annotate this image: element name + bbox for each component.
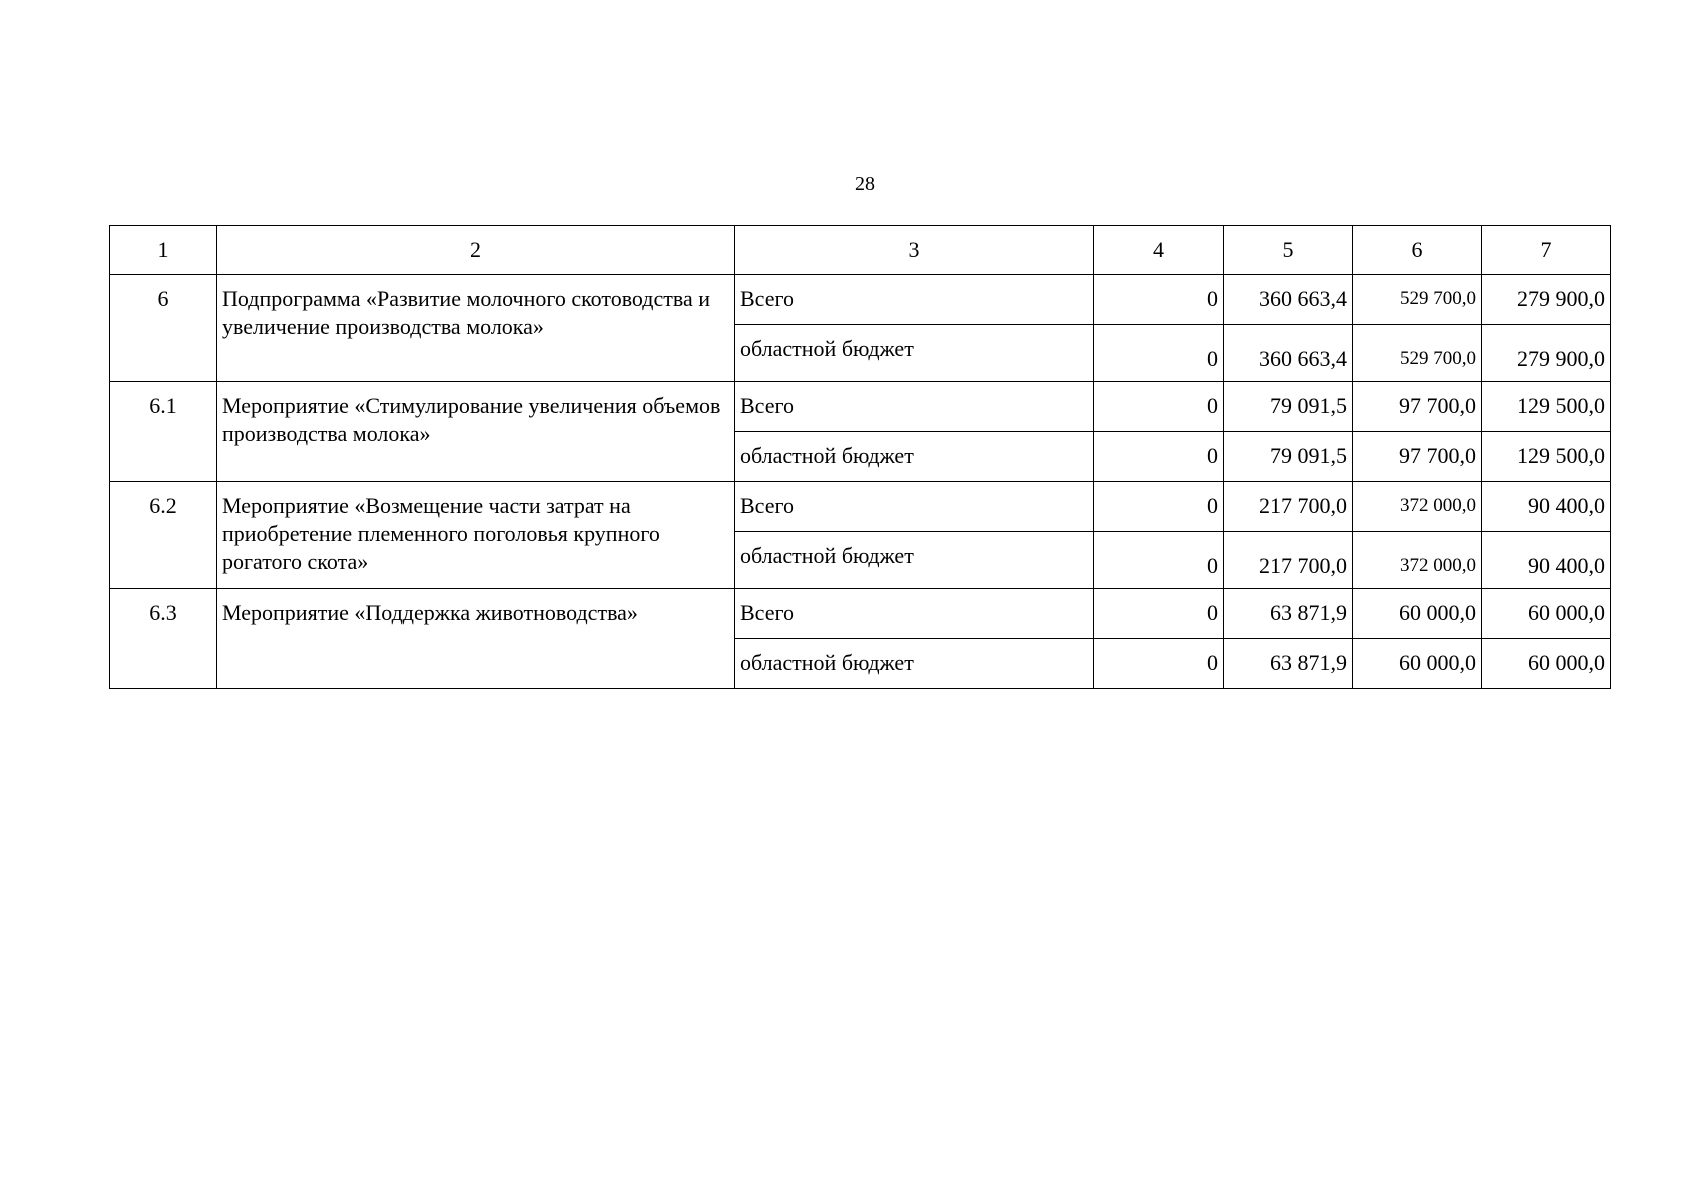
funding-source: областной бюджет	[735, 532, 1094, 589]
value-col-5: 360 663,4	[1224, 275, 1353, 325]
value-col-5: 360 663,4	[1224, 325, 1353, 382]
value-col-7: 90 400,0	[1482, 532, 1611, 589]
value-col-7: 279 900,0	[1482, 325, 1611, 382]
value-col-4: 0	[1094, 382, 1224, 432]
header-cell: 4	[1094, 226, 1224, 275]
value-col-4: 0	[1094, 432, 1224, 482]
header-cell: 5	[1224, 226, 1353, 275]
funding-source: областной бюджет	[735, 432, 1094, 482]
value-col-6: 529 700,0	[1353, 325, 1482, 382]
row-name: Мероприятие «Поддержка животноводства»	[217, 589, 735, 689]
table-row	[110, 382, 1611, 432]
value-col-5: 79 091,5	[1224, 432, 1353, 482]
value-col-4: 0	[1094, 639, 1224, 689]
header-cell: 2	[217, 226, 735, 275]
row-number: 6.2	[110, 482, 217, 589]
funding-source: Всего	[735, 275, 1094, 325]
value-col-5: 217 700,0	[1224, 532, 1353, 589]
funding-source: Всего	[735, 482, 1094, 532]
value-col-6: 529 700,0	[1353, 275, 1482, 325]
row-name: Мероприятие «Стимулирование увеличения объемов производства молока»	[217, 382, 735, 482]
funding-source: областной бюджет	[735, 325, 1094, 382]
header-cell: 3	[735, 226, 1094, 275]
header-cell: 6	[1353, 226, 1482, 275]
table-header-row	[110, 226, 1611, 275]
row-number: 6	[110, 275, 217, 382]
table-row	[110, 589, 1611, 639]
funding-source: Всего	[735, 382, 1094, 432]
page-number: 28	[855, 173, 875, 195]
row-name: Мероприятие «Возмещение части затрат на приобретение племенного поголовья крупного рогатого скота»	[217, 482, 735, 589]
value-col-7: 129 500,0	[1482, 382, 1611, 432]
value-col-6: 60 000,0	[1353, 589, 1482, 639]
value-col-4: 0	[1094, 275, 1224, 325]
row-number: 6.1	[110, 382, 217, 482]
value-col-4: 0	[1094, 325, 1224, 382]
value-col-6: 97 700,0	[1353, 382, 1482, 432]
budget-table	[109, 225, 1611, 689]
funding-source: областной бюджет	[735, 639, 1094, 689]
header-cell: 1	[110, 226, 217, 275]
value-col-6: 60 000,0	[1353, 639, 1482, 689]
value-col-7: 129 500,0	[1482, 432, 1611, 482]
value-col-7: 60 000,0	[1482, 589, 1611, 639]
row-number: 6.3	[110, 589, 217, 689]
value-col-6: 372 000,0	[1353, 532, 1482, 589]
value-col-6: 97 700,0	[1353, 432, 1482, 482]
value-col-7: 60 000,0	[1482, 639, 1611, 689]
value-col-4: 0	[1094, 482, 1224, 532]
value-col-7: 90 400,0	[1482, 482, 1611, 532]
table-row	[110, 482, 1611, 532]
table-row	[110, 275, 1611, 325]
value-col-4: 0	[1094, 589, 1224, 639]
header-cell: 7	[1482, 226, 1611, 275]
value-col-6: 372 000,0	[1353, 482, 1482, 532]
row-name: Подпрограмма «Развитие молочного скотоводства и увеличение производства молока»	[217, 275, 735, 382]
value-col-5: 63 871,9	[1224, 639, 1353, 689]
value-col-4: 0	[1094, 532, 1224, 589]
funding-source: Всего	[735, 589, 1094, 639]
value-col-5: 79 091,5	[1224, 382, 1353, 432]
value-col-7: 279 900,0	[1482, 275, 1611, 325]
value-col-5: 217 700,0	[1224, 482, 1353, 532]
value-col-5: 63 871,9	[1224, 589, 1353, 639]
